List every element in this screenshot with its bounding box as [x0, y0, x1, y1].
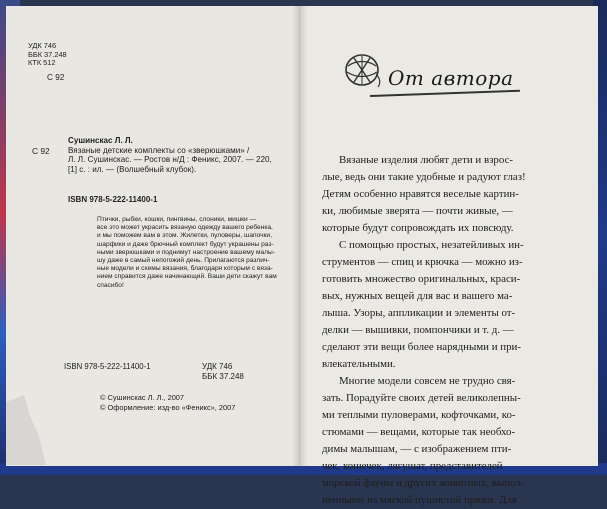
catalog-index-side: С 92: [32, 146, 50, 156]
book-gutter: [292, 6, 308, 466]
text-line: ки, любимые зверята — почти живые, —: [322, 205, 513, 217]
annotation: [97, 216, 277, 290]
annotation-line: Птички, рыбки, кошки, пингвины, слоники, мишки —: [97, 216, 257, 223]
annotation-line: и мы поможем вам в этом. Жилетки, пуловеры, шапочки,: [97, 232, 272, 240]
copyright-line: © Сушинскас Л. Л., 2007: [100, 393, 185, 402]
author-foreword-text: [322, 152, 584, 509]
text-line: ми теплыми пуловерами, кофточками, ко-: [322, 409, 516, 421]
annotation-line: ные модели и схемы вязания, благодаря которым с вяза-: [97, 265, 273, 273]
catalog-codes-bottom: [202, 362, 244, 382]
text-line: лые, ведь они такие удобные и радуют глаз!: [322, 171, 526, 183]
text-line: чек, кошечек, лягушат, представителей: [322, 460, 503, 472]
title-line: Вязаные детские комплекты со «зверюшками» /: [68, 145, 250, 155]
publisher-line: Л. Л. Сушинскас. — Ростов н/Д : Феникс, 2007. — 220,: [68, 155, 272, 165]
annotation-line: шарфики и даже брючный комплект будут украшены раз-: [97, 240, 274, 248]
text-line: зать. Порадуйте своих детей великолепны-: [322, 392, 521, 404]
text-line: С помощью простых, незатейливых ин-: [339, 239, 524, 251]
text-line: сделают эти вещи более нарядными и при-: [322, 341, 521, 353]
text-line: Многие модели совсем не трудно свя-: [339, 375, 516, 387]
copyright-line: © Оформление: изд-во «Феникс», 2007: [100, 403, 236, 412]
udk-code-bottom: УДК 746: [202, 362, 233, 371]
section-heading: От автора: [388, 66, 514, 90]
annotation-line: все это может украсить вязаную одежду вашего ребенка,: [97, 224, 273, 232]
catalog-codes: [28, 42, 67, 68]
text-line: димы малышам, — с изображением пти-: [322, 443, 512, 455]
text-line: морской фауны и других животных, выпол-: [322, 477, 525, 489]
text-line: Детям особенно нравятся веселые картин-: [322, 188, 519, 200]
text-line: лыша. Узоры, аппликации и элементы от-: [322, 307, 516, 319]
udk-code: УДК 746: [28, 41, 57, 50]
annotation-line: шу даже в самый непогожий день. Прилагаются различ-: [97, 257, 270, 265]
annotation-line: ными зверюшками и поднимут настроение вашему малы-: [97, 248, 275, 256]
text-line: Вязаные изделия любят дети и взрос-: [339, 154, 514, 166]
text-line: стюмами — вещами, которые так необхо-: [322, 426, 516, 438]
annotation-line: нием справится даже начинающий. Ваши дети скажут вам: [97, 273, 277, 281]
series-line: [1] с. : ил. — (Волшебный клубок).: [68, 164, 197, 174]
bibliographic-record: [68, 136, 272, 174]
yarn-ball-icon: [340, 50, 384, 90]
text-line: делки — вышивки, помпончики и т. д. —: [322, 324, 514, 336]
isbn-top: ISBN 978-5-222-11400-1: [68, 195, 158, 204]
copyright-block: [100, 393, 235, 413]
catalog-index-top: С 92: [47, 73, 65, 82]
ktk-code: КТК 512: [28, 58, 56, 68]
text-line: струментов — спиц и крючка — можно из-: [322, 256, 523, 268]
annotation-line: спасибо!: [97, 281, 124, 289]
bbk-code: ББК 37.248: [28, 49, 67, 59]
isbn-bottom: ISBN 978-5-222-11400-1: [64, 362, 151, 371]
text-line: готовить множество оригинальных, краси-: [322, 273, 521, 285]
text-line: вых, нужных вещей для вас и вашего ма-: [322, 290, 513, 302]
text-line: которые будут сопровождать их повсюду.: [322, 222, 514, 234]
author-line: Сушинскас Л. Л.: [68, 136, 133, 145]
bbk-code-bottom: ББК 37.248: [202, 372, 244, 381]
text-line: ненными из мягкой пушистой пряжи. Для: [322, 494, 517, 506]
text-line: влекательными.: [322, 358, 396, 370]
